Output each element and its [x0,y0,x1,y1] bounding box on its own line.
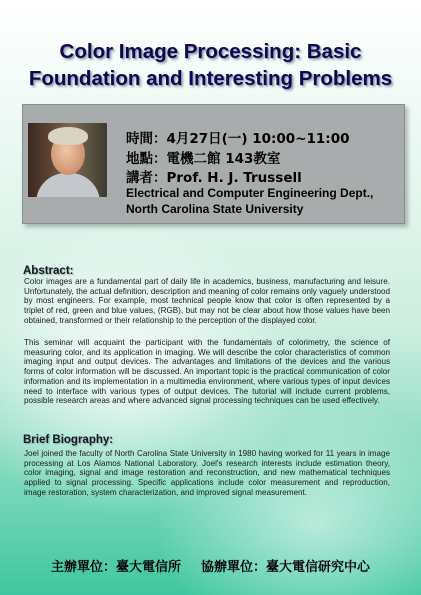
organizer-label: 主辦單位：臺大電信所 [50,560,181,575]
speaker-affiliation-dept: Electrical and Computer Engineering Dept., [126,186,374,200]
speaker-photo [28,123,107,197]
abstract-paragraph-2: This seminar will acquaint the participant with the fundamentals of colorimetry, the science of measuring color, and its application in imaging. We will describe the color characteristics of common imaging input and output devices. The advantages and limitations of the devices and the various forms of color information will be discussed. An important topic is the practical communication of color information and its implementation in a multimedia environment, where various types of input devices need to interface with various types of output devices. The tutorial will include current problems, possible research areas and where advanced signal processing techniques can be used effectively. [24,338,390,406]
biography-paragraph: Joel joined the faculty of North Carolina State University in 1980 having worked for 11 years in image processing at Los Alamos National Laboratory. Joel's research interests include estimation theory, color imaging, signal and image restoration and reconstruction, and new mathematical techniques applied to signal processing. Specific applications include color measurement and reproduction, image restoration, system characterization, and improved signal measurement. [24,449,390,497]
coorganizer-label: 協辦單位：臺大電信研究中心 [201,560,371,575]
abstract-heading: Abstract: [23,265,74,277]
biography-heading: Brief Biography: [23,434,114,446]
abstract-paragraph-1: Color images are a fundamental part of daily life in academics, business, manufacturing and leisure. Unfortunately, the actual definition, description and meaning of color remains only vaguely understood by most engineers. For example, most technical people know that color is often represented by a triplet of red, green and blue values, (RGB), but may not be clear about how those values have been obtained, transformed or their relationship to the perception of the displayed color. [24,277,390,325]
event-info-box [22,104,405,224]
event-speaker: 講者：Prof. H. J. Trussell [126,170,302,186]
footer-organizers [0,556,421,575]
title-line-2: Foundation and Interesting Problems [28,67,393,90]
event-place: 地點：電機二館 143教室 [126,151,281,167]
title-line-1: Color Image Processing: Basic [59,40,362,63]
event-time: 時間：4月27日(一) 10:00~11:00 [126,131,350,147]
page-title [0,38,421,92]
speaker-affiliation-university: North Carolina State University [126,202,304,216]
